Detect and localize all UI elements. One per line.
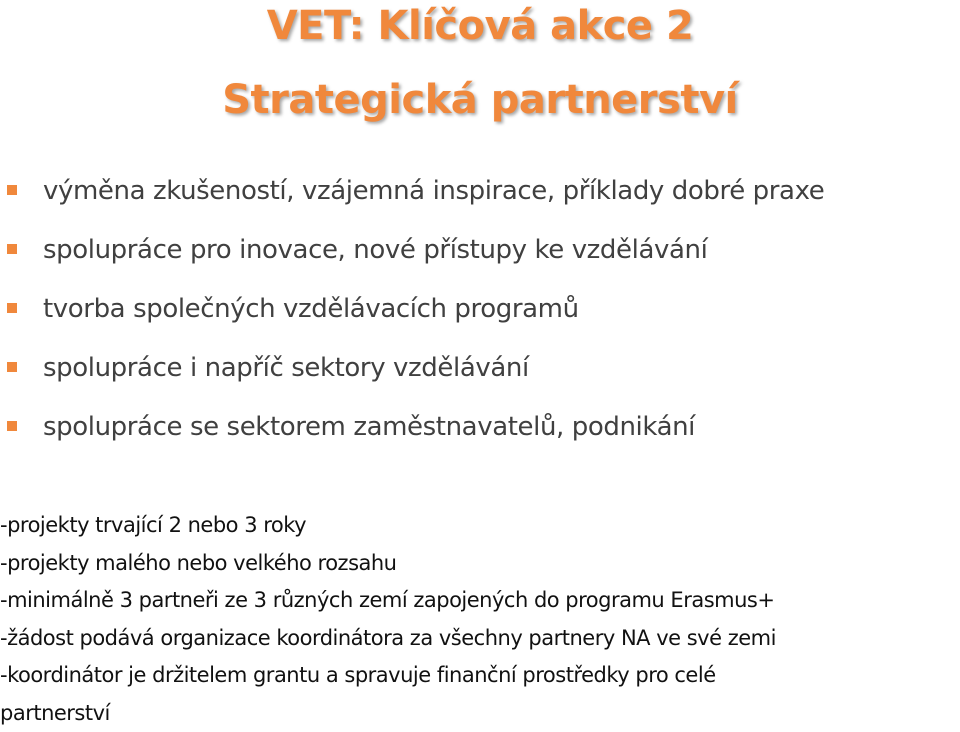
bullet-text: výměna zkušeností, vzájemná inspirace, příklady dobré praxe — [43, 168, 824, 214]
bullet-item — [0, 345, 960, 404]
note-line: -koordinátor je držitelem grantu a spravuje finanční prostředky pro celé — [0, 657, 960, 695]
bullet-item — [0, 227, 960, 286]
note-line: -projekty malého nebo velkého rozsahu — [0, 545, 960, 583]
bullet-text: spolupráce se sektorem zaměstnavatelů, podnikání — [43, 404, 695, 450]
square-bullet-icon — [7, 421, 17, 431]
bullet-text: spolupráce pro inovace, nové přístupy ke vzdělávání — [43, 227, 707, 273]
note-line: -žádost podává organizace koordinátora za všechny partnery NA ve své zemi — [0, 620, 960, 658]
note-line: partnerství — [0, 695, 960, 732]
note-line: -minimálně 3 partneři ze 3 různých zemí zapojených do programu Erasmus+ — [0, 582, 960, 620]
square-bullet-icon — [7, 185, 17, 195]
bullet-item — [0, 168, 960, 227]
bullet-text: spolupráce i napříč sektory vzdělávání — [43, 345, 529, 391]
bullet-item — [0, 286, 960, 345]
bullet-list — [0, 168, 960, 463]
note-line: -projekty trvající 2 nebo 3 roky — [0, 507, 960, 545]
slide-title-line-2: Strategická partnerství — [0, 76, 960, 124]
square-bullet-icon — [7, 244, 17, 254]
square-bullet-icon — [7, 362, 17, 372]
notes-block — [0, 507, 960, 732]
slide-title-line-1: VET: Klíčová akce 2 — [0, 2, 960, 50]
bullet-item — [0, 404, 960, 463]
square-bullet-icon — [7, 303, 17, 313]
bullet-text: tvorba společných vzdělávacích programů — [43, 286, 579, 332]
